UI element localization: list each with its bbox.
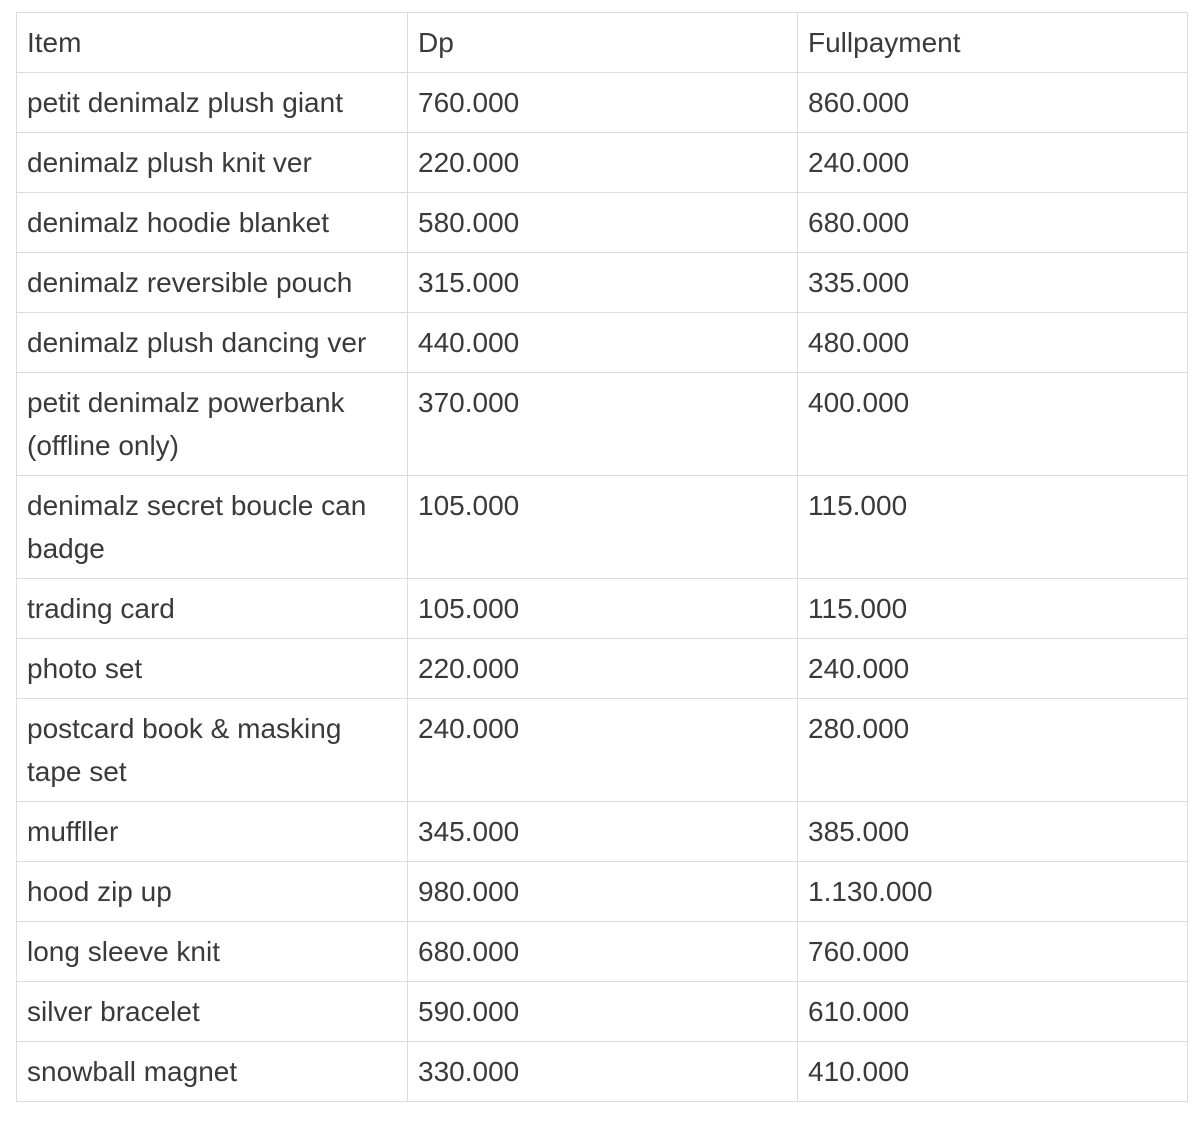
dp-cell: 590.000 (408, 982, 798, 1042)
column-header-item: Item (17, 13, 408, 73)
dp-cell: 760.000 (408, 73, 798, 133)
dp-cell: 105.000 (408, 579, 798, 639)
fullpayment-cell: 115.000 (798, 579, 1188, 639)
item-cell: trading card (17, 579, 408, 639)
column-header-fullpayment: Fullpayment (798, 13, 1188, 73)
item-cell: denimalz hoodie blanket (17, 193, 408, 253)
table-row (17, 699, 1188, 802)
item-cell: long sleeve knit (17, 922, 408, 982)
item-cell: denimalz plush dancing ver (17, 313, 408, 373)
item-cell: denimalz plush knit ver (17, 133, 408, 193)
item-cell: postcard book & masking tape set (17, 699, 408, 802)
fullpayment-cell: 400.000 (798, 373, 1188, 476)
table-row (17, 922, 1188, 982)
fullpayment-cell: 610.000 (798, 982, 1188, 1042)
table-row (17, 476, 1188, 579)
fullpayment-cell: 860.000 (798, 73, 1188, 133)
price-table (16, 12, 1188, 1102)
dp-cell: 370.000 (408, 373, 798, 476)
fullpayment-cell: 1.130.000 (798, 862, 1188, 922)
header-row (17, 13, 1188, 73)
fullpayment-cell: 385.000 (798, 802, 1188, 862)
table-row (17, 1042, 1188, 1102)
column-header-dp: Dp (408, 13, 798, 73)
table-row (17, 579, 1188, 639)
fullpayment-cell: 115.000 (798, 476, 1188, 579)
table-row (17, 193, 1188, 253)
item-cell: petit denimalz plush giant (17, 73, 408, 133)
dp-cell: 220.000 (408, 639, 798, 699)
table-row (17, 639, 1188, 699)
table-row (17, 862, 1188, 922)
dp-cell: 220.000 (408, 133, 798, 193)
dp-cell: 580.000 (408, 193, 798, 253)
table-row (17, 73, 1188, 133)
table-row (17, 982, 1188, 1042)
dp-cell: 315.000 (408, 253, 798, 313)
dp-cell: 105.000 (408, 476, 798, 579)
item-cell: denimalz reversible pouch (17, 253, 408, 313)
fullpayment-cell: 240.000 (798, 133, 1188, 193)
fullpayment-cell: 480.000 (798, 313, 1188, 373)
item-cell: muffller (17, 802, 408, 862)
table-row (17, 313, 1188, 373)
table-row (17, 802, 1188, 862)
dp-cell: 240.000 (408, 699, 798, 802)
item-cell: photo set (17, 639, 408, 699)
item-cell: denimalz secret boucle can badge (17, 476, 408, 579)
item-cell: petit denimalz powerbank (offline only) (17, 373, 408, 476)
dp-cell: 980.000 (408, 862, 798, 922)
fullpayment-cell: 240.000 (798, 639, 1188, 699)
table-row (17, 133, 1188, 193)
item-cell: snowball magnet (17, 1042, 408, 1102)
fullpayment-cell: 410.000 (798, 1042, 1188, 1102)
dp-cell: 440.000 (408, 313, 798, 373)
fullpayment-cell: 680.000 (798, 193, 1188, 253)
table-body (17, 73, 1188, 1102)
table-header (17, 13, 1188, 73)
dp-cell: 345.000 (408, 802, 798, 862)
table-row (17, 253, 1188, 313)
item-cell: silver bracelet (17, 982, 408, 1042)
fullpayment-cell: 335.000 (798, 253, 1188, 313)
table-row (17, 373, 1188, 476)
item-cell: hood zip up (17, 862, 408, 922)
dp-cell: 330.000 (408, 1042, 798, 1102)
fullpayment-cell: 280.000 (798, 699, 1188, 802)
fullpayment-cell: 760.000 (798, 922, 1188, 982)
dp-cell: 680.000 (408, 922, 798, 982)
